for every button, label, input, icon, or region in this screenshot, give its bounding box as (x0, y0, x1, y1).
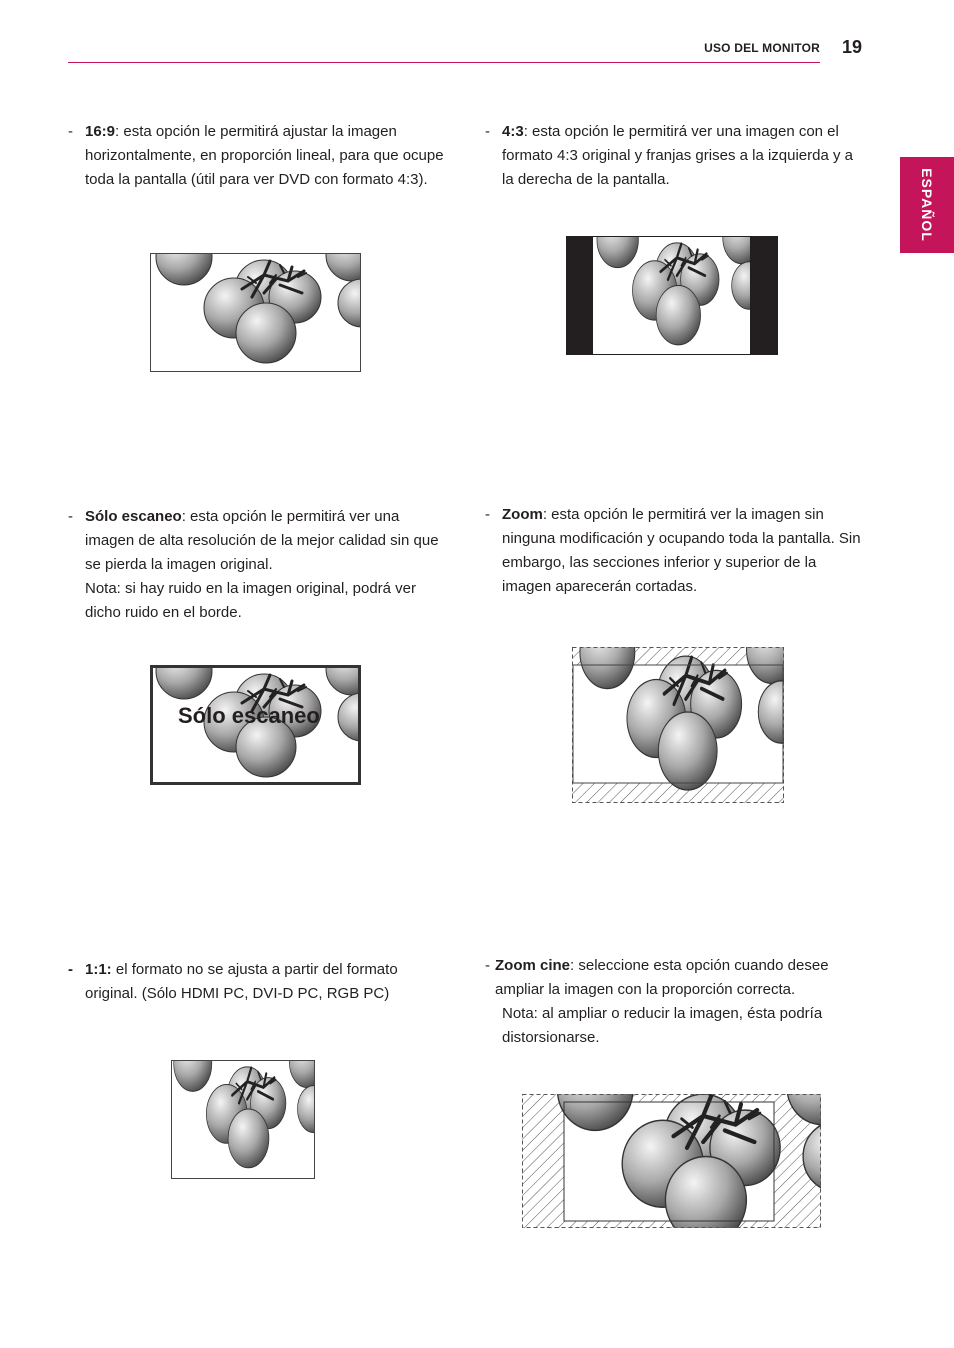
page-number: 19 (841, 37, 862, 57)
figure-4-3 (566, 236, 778, 355)
option-description: el formato no se ajusta a partir del formato original. (Sólo HDMI PC, DVI-D PC, RGB PC) (85, 961, 398, 1002)
only-scan-overlay-label: Sólo escaneo (178, 703, 320, 728)
language-tab (900, 157, 954, 253)
list-dash: - (68, 123, 73, 140)
option-term: Sólo escaneo (85, 508, 182, 525)
list-dash: - (485, 506, 490, 523)
option-description: : seleccione esta opción cuando desee ampliar la imagen con la proporción correcta. (495, 957, 829, 998)
option-description: : esta opción le permitirá ver la imagen sin ninguna modificación y ocupando toda la pantalla. Sin embargo, las secciones inferior y superior de la imagen aparecerán cortadas. (502, 506, 861, 595)
figure-1-1 (171, 1060, 315, 1179)
figure-zoom (572, 647, 784, 803)
header-section-title: USO DEL MONITOR (704, 41, 820, 55)
header-divider (68, 62, 820, 63)
figure-16-9 (150, 253, 361, 372)
language-tab-label: ESPAÑOL (919, 168, 935, 242)
option-zoom (485, 503, 865, 599)
option-note: Nota: si hay ruido en la imagen original, podrá ver dicho ruido en el borde. (85, 580, 417, 621)
option-term: 4:3 (502, 123, 524, 140)
option-note: Nota: al ampliar o reducir la imagen, ésta podría distorsionarse. (502, 1005, 823, 1046)
option-description: : esta opción le permitirá ajustar la imagen horizontalmente, en proporción lineal, para que ocupe toda la pantalla (útil para ver DVD con formato 4:3). (85, 123, 444, 188)
list-dash: - (68, 508, 73, 525)
option-1-1 (68, 958, 448, 1006)
option-16-9 (68, 120, 448, 192)
list-dash: - (485, 957, 490, 974)
option-term: Zoom (502, 506, 543, 523)
list-dash: - (68, 961, 73, 978)
option-term: 16:9 (85, 123, 116, 140)
option-description: : esta opción le permitirá ver una imagen con el formato 4:3 original y franjas grises a la izquierda y a la derecha de la pantalla. (502, 123, 854, 188)
option-description: : esta opción le permitirá ver una imagen de alta resolución de la mejor calidad sin que se pierda la imagen original. (85, 508, 439, 573)
option-4-3 (485, 120, 865, 192)
list-dash: - (485, 123, 490, 140)
figure-zoom-cinema (522, 1094, 821, 1228)
option-term: 1:1: (85, 961, 112, 978)
option-term: Zoom cine (495, 957, 571, 974)
option-only-scan (68, 505, 448, 625)
option-zoom-cinema (485, 954, 870, 1050)
figure-only-scan (150, 665, 361, 785)
